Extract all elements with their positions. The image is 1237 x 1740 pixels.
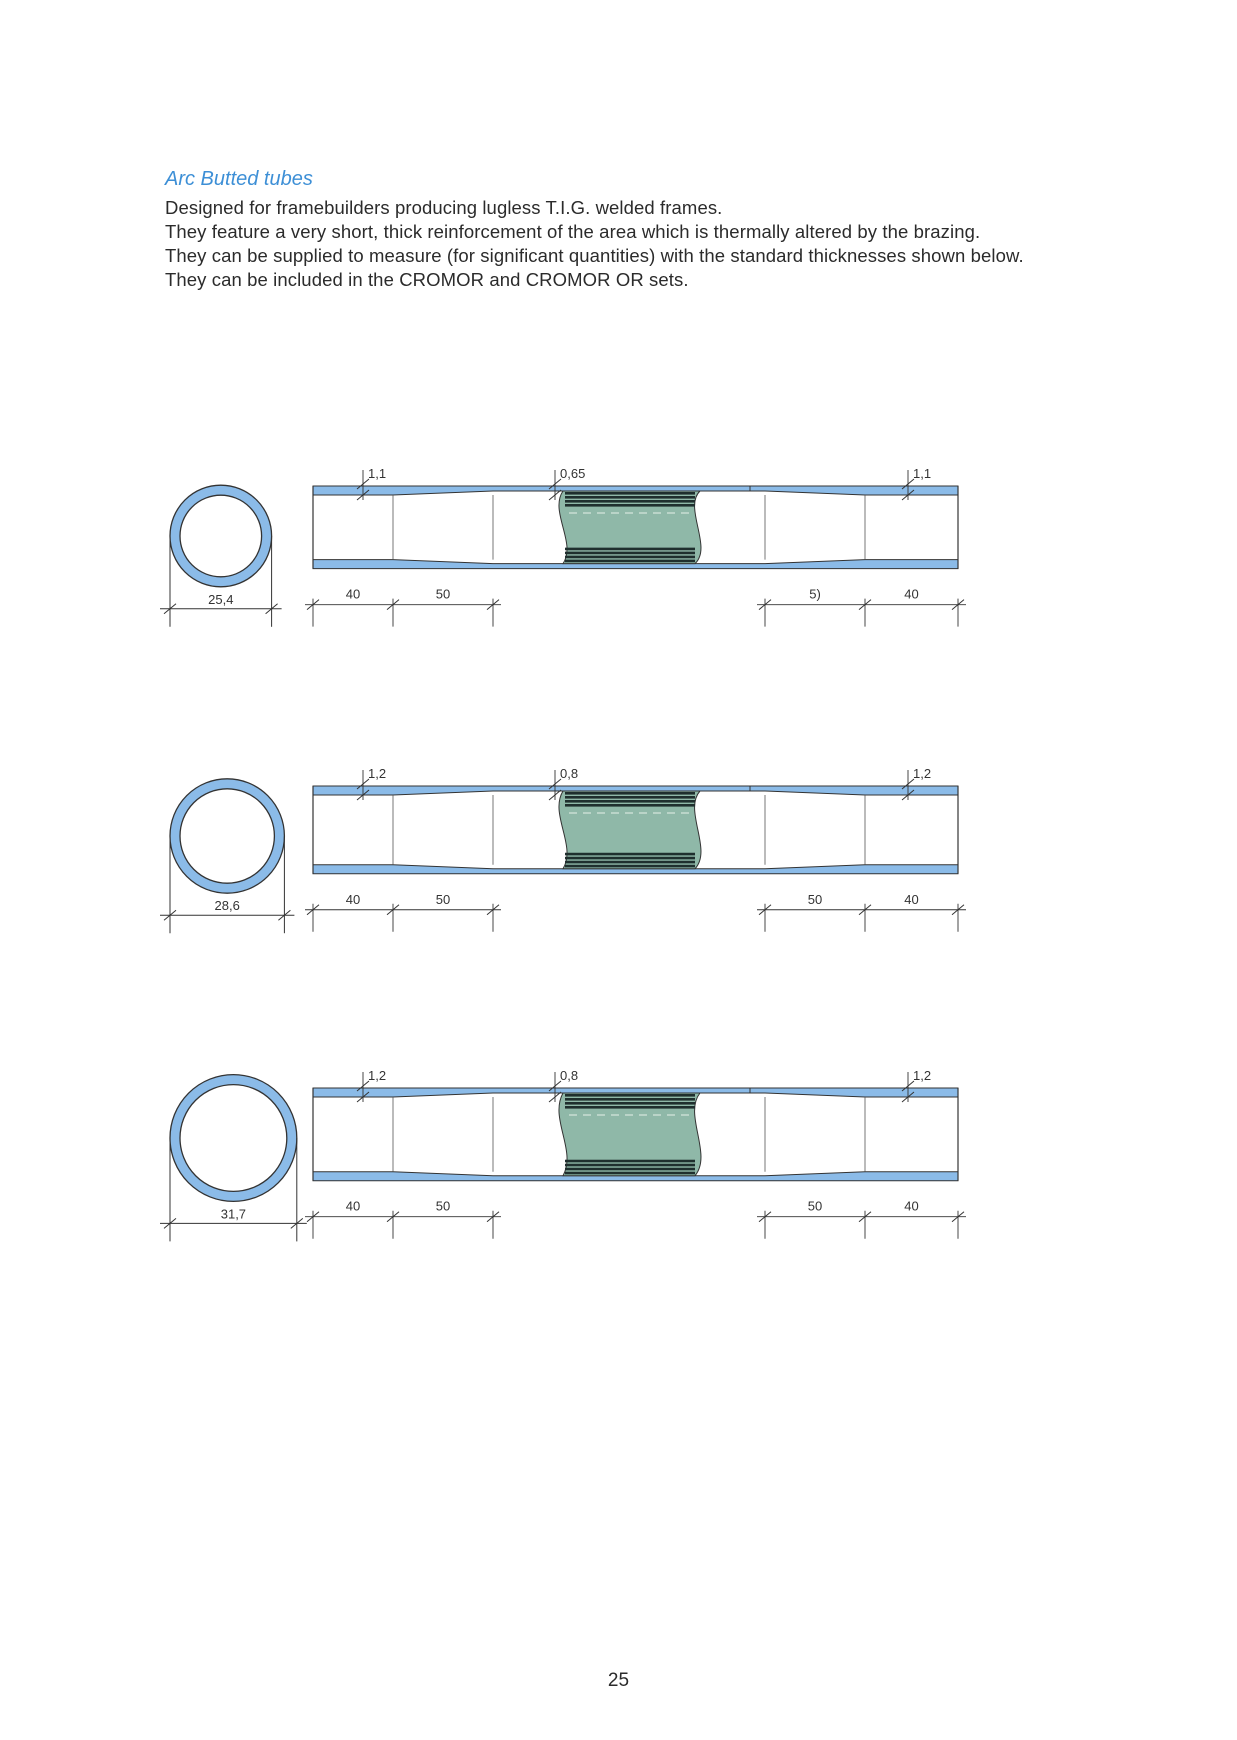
cross-section-inner — [180, 1085, 287, 1192]
length-left-end-label: 40 — [345, 586, 361, 602]
tube-diagram-2 — [150, 750, 1090, 990]
tube-cross-section — [170, 779, 284, 893]
cutaway-band-bottom — [565, 1168, 695, 1171]
intro-line-3: They can be supplied to measure (for significant quantities) with the standard thicknesses shown below. — [165, 245, 1024, 266]
section-heading: Arc Butted tubes — [165, 168, 313, 190]
wall-thickness-end-label: 1,2 — [368, 766, 387, 781]
intro-line-2: They feature a very short, thick reinforcement of the area which is thermally altered by the brazing. — [165, 221, 981, 242]
page-number: 25 — [607, 1670, 630, 1691]
wall-thickness-end-label: 1,2 — [368, 1068, 387, 1083]
intro-line-1: Designed for framebuilders producing lugless T.I.G. welded frames. — [165, 197, 723, 218]
cutaway-band-top — [565, 504, 695, 507]
length-left-end-label: 40 — [345, 891, 361, 907]
tube-cross-section — [170, 485, 272, 587]
length-left-taper-label: 50 — [435, 1198, 451, 1214]
length-left-taper-label: 50 — [435, 586, 451, 602]
length-right-taper-label: 5) — [809, 586, 821, 602]
length-left-end-label: 40 — [345, 1198, 361, 1214]
tube-wall-top-right — [750, 1088, 958, 1097]
cutaway-band-bottom — [565, 865, 695, 868]
cutaway-band-top — [565, 796, 695, 799]
cutaway-band-top — [565, 492, 695, 495]
wall-thickness-center-label: 0,65 — [560, 466, 586, 481]
cutaway-band-bottom — [565, 857, 695, 860]
tube-diagram-1 — [150, 450, 1090, 690]
diameter-label: 25,4 — [208, 591, 234, 607]
tube-long-section — [305, 770, 966, 932]
wall-thickness-center-label: 0,8 — [560, 1068, 579, 1083]
length-right-end-label: 40 — [904, 891, 919, 907]
wall-thickness-end-right-label: 1,2 — [913, 766, 932, 781]
wall-thickness-center-label: 0,8 — [560, 766, 579, 781]
cutaway-band-top — [565, 804, 695, 807]
tube-long-section — [305, 1072, 966, 1239]
diameter-label: 28,6 — [214, 898, 240, 914]
tube-diagram-3 — [150, 1052, 1090, 1292]
length-right-taper-label: 50 — [807, 1198, 823, 1214]
length-right-end-label: 40 — [904, 1198, 919, 1214]
tube-wall-top-right — [750, 786, 958, 795]
intro-line-4: They can be included in the CROMOR and CROMOR OR sets. — [165, 269, 689, 290]
cutaway-band-bottom — [565, 552, 695, 555]
cutaway-band-top — [565, 800, 695, 803]
cutaway-band-top — [565, 1102, 695, 1105]
tube-wall-top-right — [750, 486, 958, 495]
intro-text — [165, 196, 1085, 292]
length-right-taper-label: 50 — [807, 891, 823, 907]
length-right-end-label: 40 — [904, 586, 919, 602]
length-left-taper-label: 50 — [435, 891, 451, 907]
cutaway-band-top — [565, 792, 695, 795]
cutaway-band-bottom — [565, 1164, 695, 1167]
wall-thickness-end-label: 1,1 — [368, 466, 387, 481]
cutaway-band-top — [565, 1094, 695, 1097]
cutaway-band-bottom — [565, 1160, 695, 1163]
wall-thickness-end-right-label: 1,1 — [913, 466, 932, 481]
cutaway-band-top — [565, 496, 695, 499]
tube-cutaway-core — [559, 1093, 701, 1176]
cutaway-band-bottom — [565, 548, 695, 551]
diameter-label: 31,7 — [220, 1206, 247, 1222]
cutaway-band-bottom — [565, 1172, 695, 1175]
tube-cross-section — [170, 1075, 297, 1202]
cutaway-band-bottom — [565, 853, 695, 856]
cutaway-band-top — [565, 1106, 695, 1109]
cross-section-inner — [180, 495, 262, 577]
cutaway-band-bottom — [565, 556, 695, 559]
cutaway-band-top — [565, 1098, 695, 1101]
cutaway-band-bottom — [565, 560, 695, 563]
wall-thickness-end-right-label: 1,2 — [913, 1068, 932, 1083]
cutaway-band-top — [565, 500, 695, 503]
cross-section-inner — [180, 789, 274, 883]
tube-long-section — [305, 470, 966, 627]
cutaway-band-bottom — [565, 861, 695, 864]
